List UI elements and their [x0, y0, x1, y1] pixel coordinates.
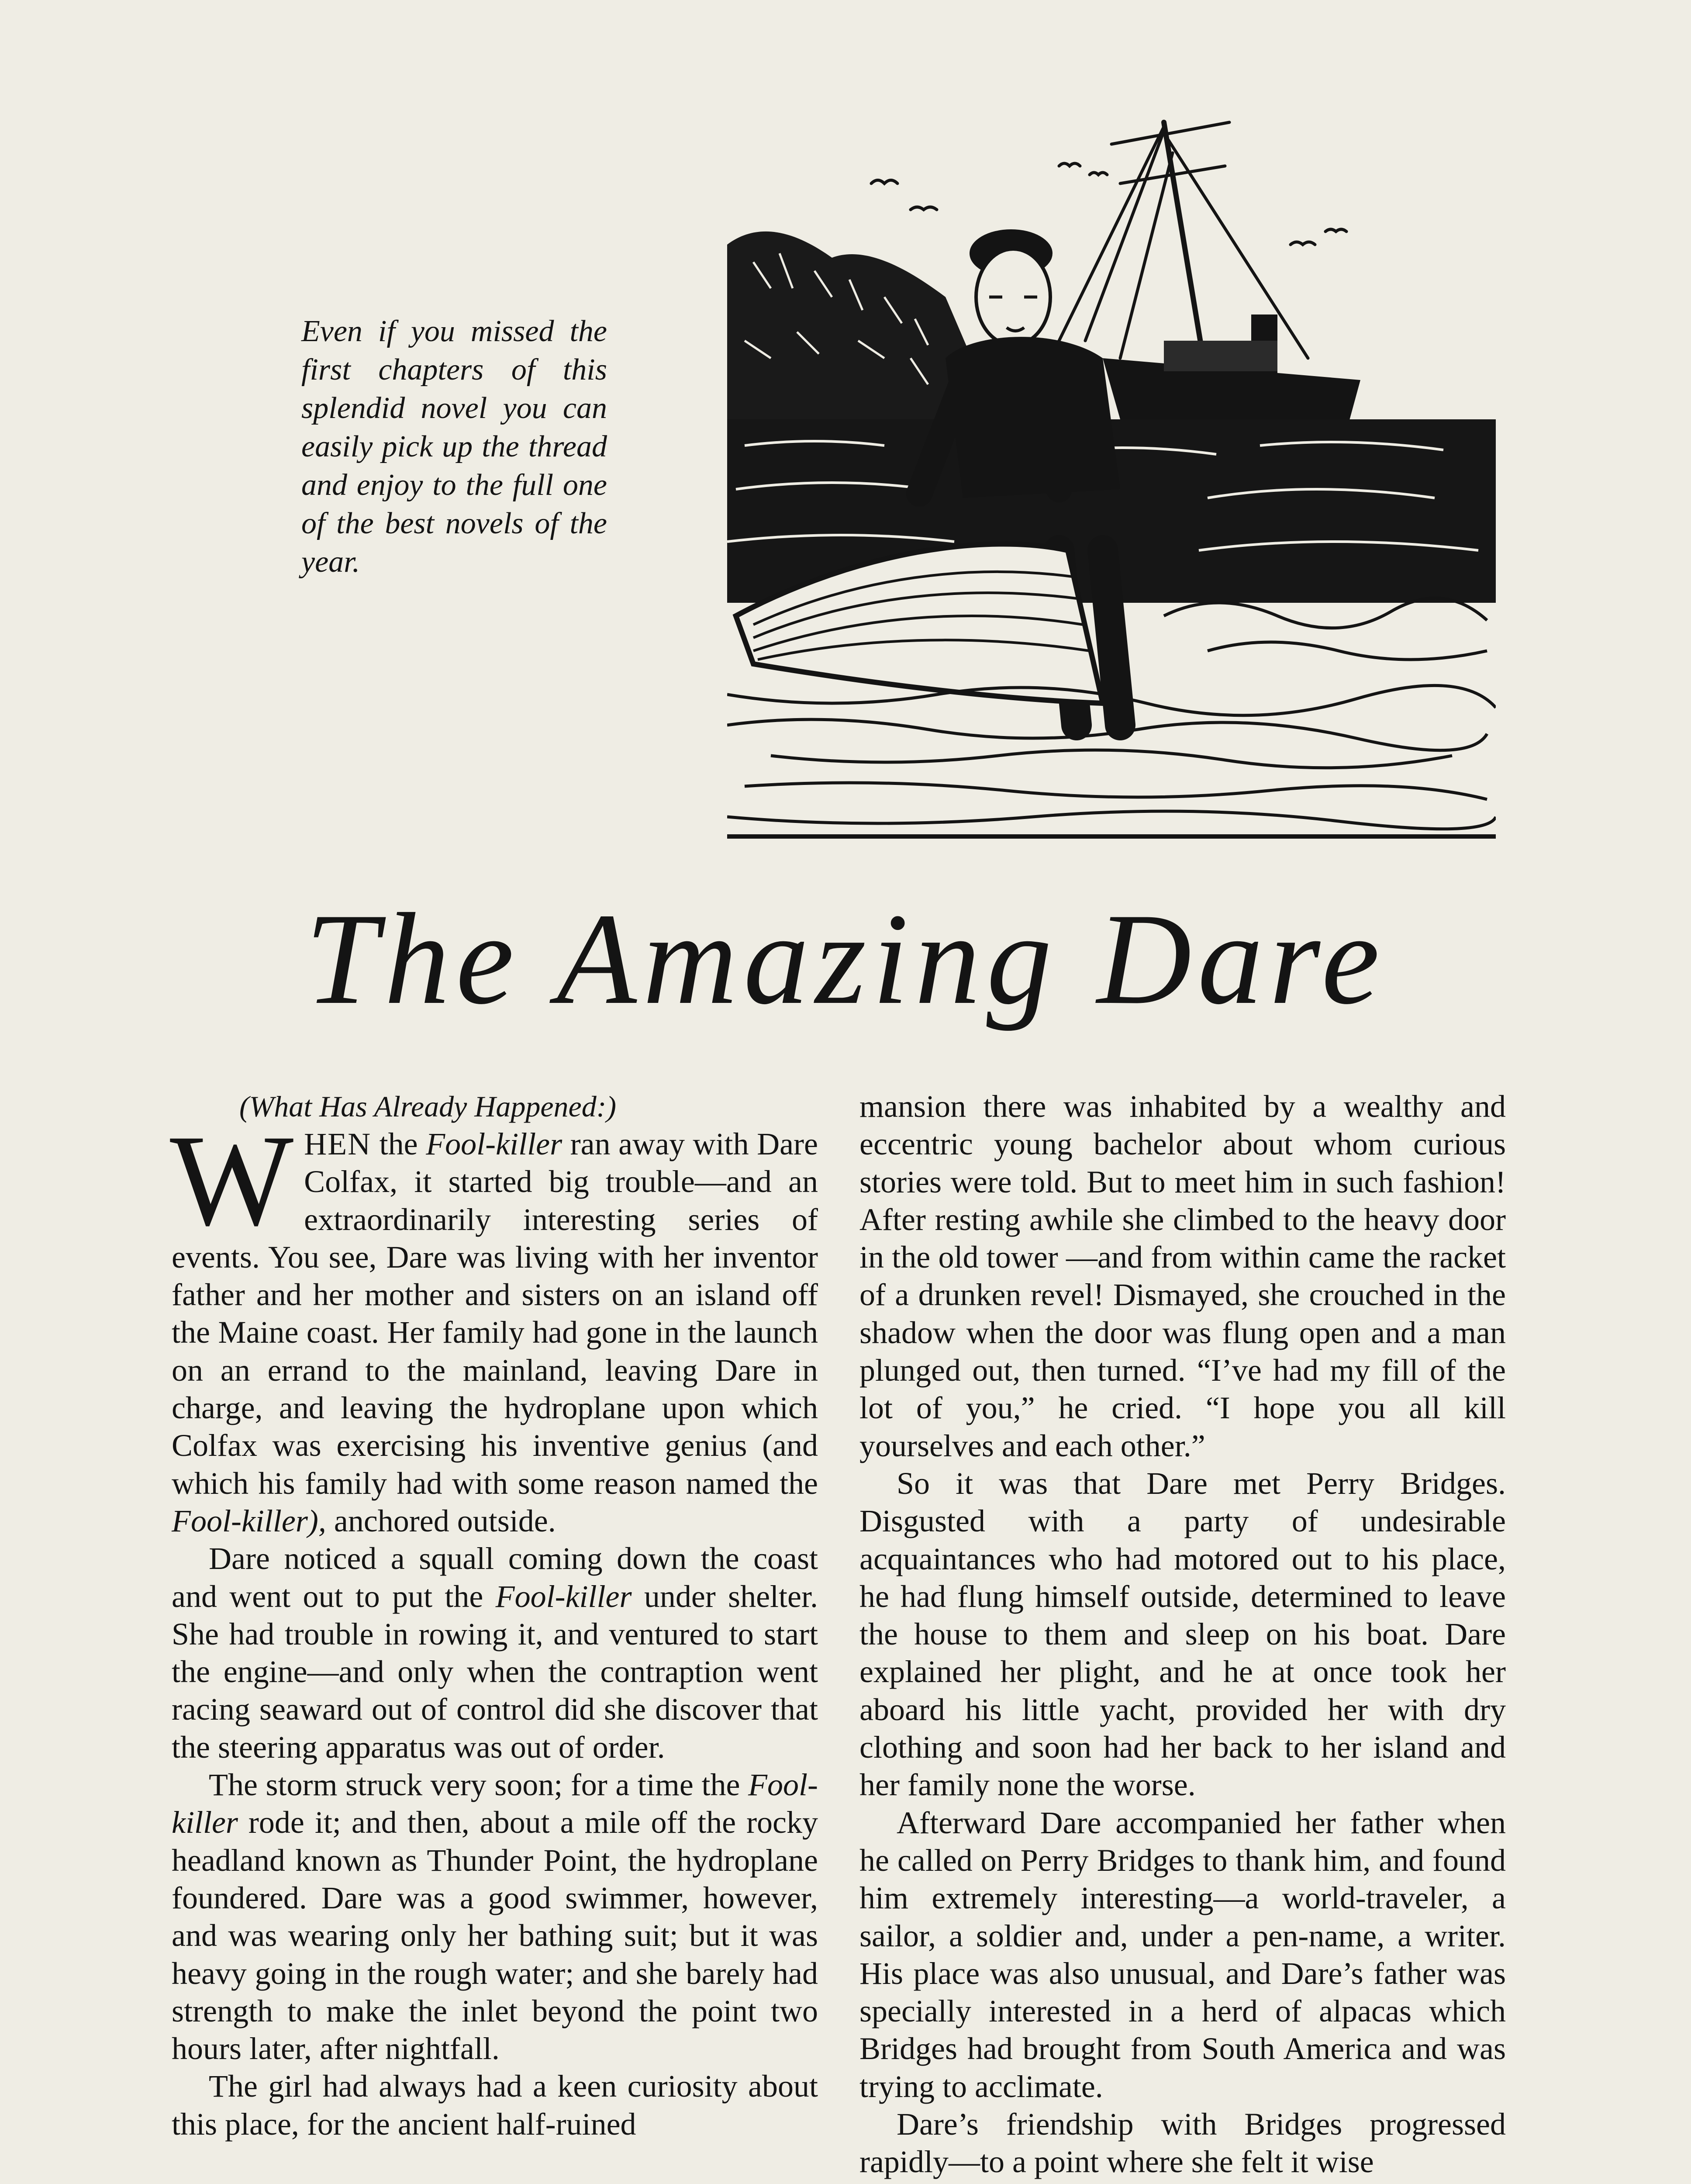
- paragraph-4-continued: mansion there was inhabited by a wealthy and eccentric young bachelor about whom curious stories were told. But to meet him in such fashion! After resting awhile she climbed to the heavy door in the old tower —and from within came the racket of a drunken revel! Dismayed, she crouched in the shadow when the door was flung open and a man plunged out, then turned. “I’ve had my fill of the lot of you,” he cried. “I hope you all kill yourselves and each other.”: [859, 1089, 1506, 1463]
- column-left: [172, 1088, 818, 2143]
- ship-name: Fool-killer: [426, 1127, 563, 1161]
- paragraph-4: The girl had always had a keen curiosity about this place, for the ancient half-ruined: [172, 2069, 818, 2142]
- p3-text-a: The storm struck very soon; for a time the: [209, 1767, 749, 1803]
- page-title: The Amazing Dare: [305, 886, 1386, 1031]
- ship-name: Fool-killer: [172, 1767, 818, 1840]
- p1-text-a: the: [371, 1127, 426, 1161]
- ship-name: Fool-killer: [495, 1579, 632, 1614]
- lead-word: HEN: [304, 1127, 372, 1161]
- teaser-text: Even if you missed the first chapters of this splendid novel you can easily pick up the thread and enjoy to the full one of the best novels of the year.: [301, 314, 607, 579]
- ship-name: Fool-killer),: [172, 1503, 326, 1538]
- p3-text-b: rode it; and then, about a mile off the rocky headland known as Thunder Point, the hydroplane foundered. Dare was a good swimmer, however, and was wearing only her bathing suit; but it was heavy going in the rough water; and she barely had strength to make the inlet beyond the point two hours later, after nightfall.: [172, 1805, 818, 2067]
- paragraph-1: [170, 1108, 818, 1540]
- paragraph-2: [172, 1540, 818, 1766]
- p1-text-c: anchored outside.: [326, 1503, 556, 1538]
- paragraph-7: Dare’s friendship with Bridges progressed rapidly—to a point where she felt it wise: [859, 2107, 1506, 2180]
- p2-text-a: Dare noticed a squall coming down the coast and went out to put the: [172, 1541, 818, 1614]
- illustration-sailor-rowboat: [727, 114, 1496, 843]
- paragraph-5: So it was that Dare met Perry Bridges. Disgusted with a party of undesirable acquaintances who had motored out to his place, he had flung himself outside, determined to leave the house to them and sleep on his boat. Dare explained her plight, and he at once took her aboard his little yacht, provided her with dry clothing and soon had her back to her island and her family none the worse.: [859, 1465, 1506, 1803]
- drop-cap: W: [170, 1108, 294, 1253]
- p2-text-b: under shelter. She had trouble in rowing it, and ventured to start the engine—and only when the contraption went racing seaward out of control did she discover that the steering apparatus was out of order.: [172, 1579, 818, 1765]
- p1-text-b: ran away with Dare Colfax, it started big trouble—and an extraordinarily interesting series of events. You see, Dare was living with her inventor father and her mother and sisters on an island off the Maine coast. Her family had gone in the launch on an errand to the mainland, leaving Dare in charge, and leaving the hydroplane upon which Colfax was exercising his inventive genius (and which his family had with some reason named the: [172, 1127, 818, 1501]
- paragraph-6: Afterward Dare accompanied her father when he called on Perry Bridges to thank him, and found him extremely interesting—a world-traveler, a sailor, a soldier and, under a pen-name, a writer. His place was also unusual, and Dare’s father was specially interested in a herd of alpacas which Bridges had brought from South America and was trying to acclimate.: [859, 1805, 1506, 2104]
- paragraph-3: [172, 1766, 818, 2067]
- synopsis-heading: (What Has Already Happened:): [239, 1090, 617, 1123]
- column-right: [859, 1088, 1506, 2181]
